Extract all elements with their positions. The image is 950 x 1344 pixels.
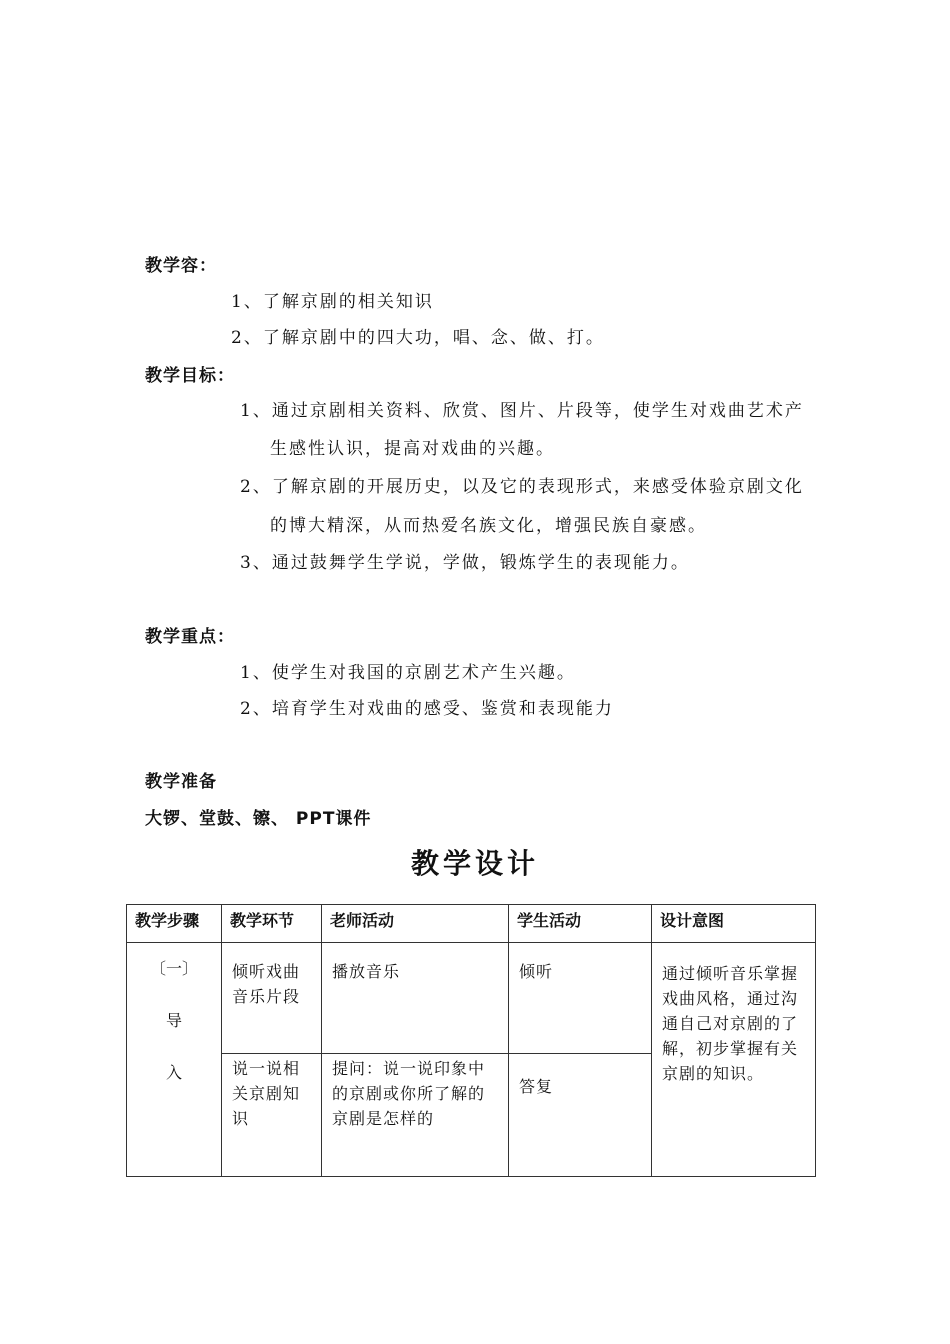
step-number: 〔一〕	[149, 959, 198, 978]
intent-cell: 通过倾听音乐掌握戏曲风格，通过沟通自己对京剧的了解，初步掌握有关京剧的知识。	[652, 943, 816, 1177]
header-student: 学生活动	[509, 905, 652, 943]
student-cell: 答复	[509, 1054, 652, 1177]
student-cell: 倾听	[509, 943, 652, 1054]
objective-2-line2: 的博大精深，从而热爱名族文化，增强民族自豪感。	[270, 516, 707, 536]
objective-3-line1: 3、通过鼓舞学生学说，学做，锻炼学生的表现能力。	[240, 553, 690, 573]
focus-item-1: 1、使学生对我国的京剧艺术产生兴趣。	[240, 663, 576, 683]
content-heading: 教学容：	[145, 256, 217, 276]
step-cell	[127, 943, 222, 1177]
objectives-heading: 教学目标：	[145, 366, 235, 386]
table-header-row	[127, 905, 816, 943]
teacher-cell: 提问：说一说印象中的京剧或你所了解的京剧是怎样的	[322, 1054, 509, 1177]
header-step: 教学步骤	[127, 905, 222, 943]
header-segment: 教学环节	[222, 905, 322, 943]
step-char-1: 导	[165, 1011, 182, 1030]
objective-2-line1: 2、了解京剧的开展历史，以及它的表现形式，来感受体验京剧文化	[240, 477, 804, 497]
objective-1-line1: 1、通过京剧相关资料、欣赏、图片、片段等，使学生对戏曲艺术产	[240, 401, 804, 421]
segment-cell: 倾听戏曲音乐片段	[222, 943, 322, 1054]
table-row	[127, 943, 816, 1054]
lesson-design-table	[126, 904, 816, 1177]
design-title: 教学设计	[410, 847, 539, 880]
step-char-2: 入	[165, 1063, 182, 1082]
segment-cell: 说一说相关京剧知识	[222, 1054, 322, 1177]
header-teacher: 老师活动	[322, 905, 509, 943]
focus-item-2: 2、培育学生对戏曲的感受、鉴赏和表现能力	[240, 699, 614, 719]
content-item-1: 1、了解京剧的相关知识	[231, 292, 434, 312]
teacher-cell: 播放音乐	[322, 943, 509, 1054]
preparation-materials: 大锣、堂鼓、镲、 PPT课件	[145, 809, 372, 829]
preparation-heading: 教学准备	[145, 772, 217, 792]
focus-heading: 教学重点：	[145, 627, 235, 647]
objective-1-line2: 生感性认识，提高对戏曲的兴趣。	[270, 439, 555, 459]
content-item-2: 2、了解京剧中的四大功，唱、念、做、打。	[231, 328, 605, 348]
header-intent: 设计意图	[652, 905, 816, 943]
